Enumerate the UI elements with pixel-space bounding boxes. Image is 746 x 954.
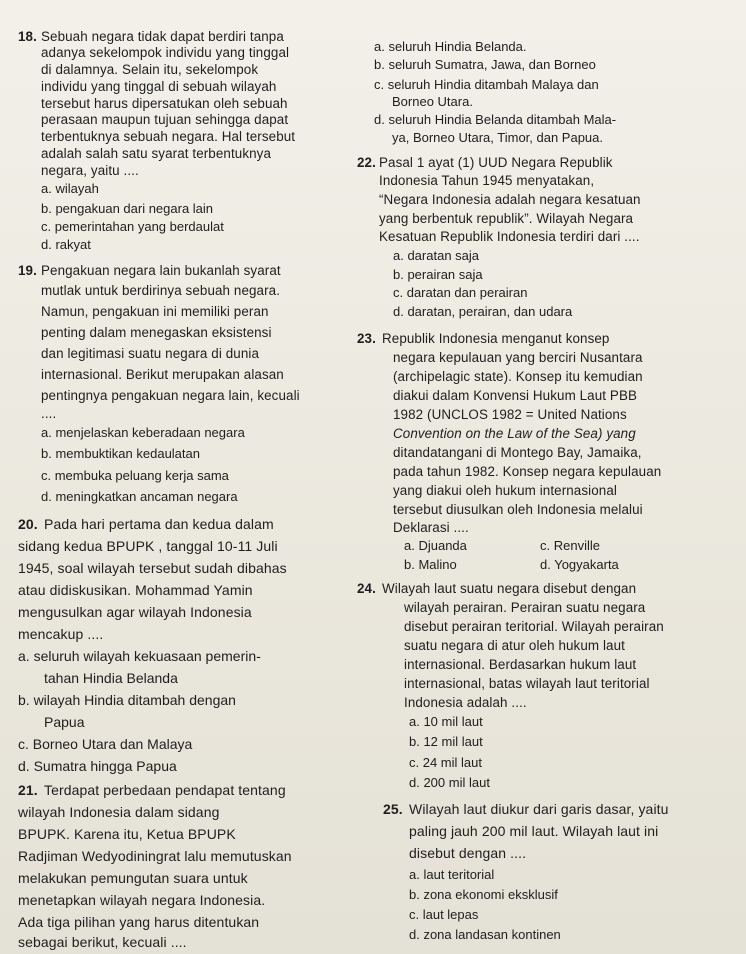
q22-line: Pasal 1 ayat (1) UUD Negara Republik [379, 155, 613, 170]
q25-line: Wilayah laut diukur dari garis dasar, yaitu [409, 801, 669, 817]
q25-option-a[interactable]: a. laut teritorial [409, 867, 495, 882]
q20-option-b-cont: Papua [44, 714, 85, 730]
q23-number: 23. [357, 331, 376, 346]
q20-option-d[interactable]: d. Sumatra hingga Papua [18, 758, 177, 774]
q18-line: Sebuah negara tidak dapat berdiri tanpa [41, 29, 284, 44]
q23-line: negara kepulauan yang berciri Nusantara [393, 350, 643, 365]
q25-line: paling jauh 200 mil laut. Wilayah laut ini [409, 823, 659, 839]
q23-line: yang diakui oleh hukum internasional [393, 483, 617, 498]
q25-number: 25. [383, 801, 403, 817]
q19-line: Namun, pengakuan ini memiliki peran [41, 304, 269, 319]
q21-option-d-cont: ya, Borneo Utara, Timor, dan Papua. [392, 130, 604, 145]
q21-option-b[interactable]: b. seluruh Sumatra, Jawa, dan Borneo [374, 57, 596, 72]
q18-option-d[interactable]: d. rakyat [41, 237, 91, 252]
q24-option-d[interactable]: d. 200 mil laut [409, 775, 490, 790]
q24-line: Wilayah laut suatu negara disebut dengan [382, 581, 637, 596]
q19-option-d[interactable]: d. meningkatkan ancaman negara [41, 489, 238, 504]
q23-option-a[interactable]: a. Djuanda [404, 538, 467, 553]
q24-line: Indonesia adalah .... [404, 695, 527, 710]
q18-line: individu yang tinggal di sebuah wilayah [41, 79, 277, 94]
q21-line: BPUPK. Karena itu, Ketua BPUPK [18, 826, 236, 842]
q24-option-c[interactable]: c. 24 mil laut [409, 755, 482, 770]
q21-option-d[interactable]: d. seluruh Hindia Belanda ditambah Mala- [374, 112, 617, 127]
q19-line: Pengakuan negara lain bukanlah syarat [41, 263, 281, 278]
q24-line: disebut perairan teritorial. Wilayah perairan [404, 619, 664, 634]
q20-option-c[interactable]: c. Borneo Utara dan Malaya [18, 736, 193, 752]
q22-option-a[interactable]: a. daratan saja [393, 248, 480, 263]
q20-line: atau didiskusikan. Mohammad Yamin [18, 582, 253, 598]
q24-option-a[interactable]: a. 10 mil laut [409, 714, 483, 729]
q24-line: internasional. Berdasarkan hukum laut [404, 657, 637, 672]
q18-line: di dalamnya. Selain itu, sekelompok [41, 62, 259, 77]
q21-option-c-cont: Borneo Utara. [392, 94, 473, 109]
q19-line: dan legitimasi suatu negara di dunia [41, 346, 259, 361]
q25-line: disebut dengan .... [409, 845, 527, 861]
q21-number: 21. [18, 782, 38, 798]
q21-line: Ada tiga pilihan yang harus ditentukan [18, 914, 260, 930]
q23-option-d[interactable]: d. Yogyakarta [540, 557, 619, 572]
q18-line: tersebut harus dipersatukan oleh sebuah [41, 96, 288, 111]
q22-line: yang berbentuk republik”. Wilayah Negara [379, 211, 634, 226]
q24-number: 24. [357, 581, 376, 596]
q21-line: menetapkan wilayah negara Indonesia. [18, 892, 266, 908]
q18-line: negara, yaitu .... [41, 163, 139, 178]
q19-line: pentingnya pengakuan negara lain, kecuali [41, 388, 300, 403]
q20-option-a-cont: tahan Hindia Belanda [44, 670, 178, 686]
q18-line: terbentuknya sebuah negara. Hal tersebut [41, 129, 296, 144]
q20-line: sidang kedua BPUPK , tanggal 10-11 Juli [18, 538, 278, 554]
q23-line: Convention on the Law of the Sea) yang [393, 426, 636, 441]
q19-line: .... [41, 406, 57, 421]
q21-option-a[interactable]: a. seluruh Hindia Belanda. [374, 39, 527, 54]
q24-line: suatu negara di atur oleh hukum laut [404, 638, 625, 653]
q24-line: internasional, batas wilayah laut teritorial [404, 676, 650, 691]
q23-line: Deklarasi .... [393, 520, 469, 535]
q23-option-b[interactable]: b. Malino [404, 557, 457, 572]
q25-option-c[interactable]: c. laut lepas [409, 907, 479, 922]
q22-option-b[interactable]: b. perairan saja [393, 267, 483, 282]
q21-line: Radjiman Wedyodiningrat lalu memutuskan [18, 848, 292, 864]
q19-line: internasional. Berikut merupakan alasan [41, 367, 284, 382]
q25-option-b[interactable]: b. zona ekonomi eksklusif [409, 887, 558, 902]
q19-option-a[interactable]: a. menjelaskan keberadaan negara [41, 425, 245, 440]
q19-option-c[interactable]: c. membuka peluang kerja sama [41, 468, 229, 483]
q20-option-a[interactable]: a. seluruh wilayah kekuasaan pemerin- [18, 648, 261, 664]
q19-number: 19. [18, 263, 37, 278]
q20-option-b[interactable]: b. wilayah Hindia ditambah dengan [18, 692, 236, 708]
q23-line: diakui dalam Konvensi Hukum Laut PBB [393, 388, 638, 403]
q23-line: tersebut diusulkan oleh Indonesia melalui [393, 502, 643, 517]
q18-number: 18. [18, 29, 37, 44]
q22-option-d[interactable]: d. daratan, perairan, dan udara [393, 304, 573, 319]
q24-line: wilayah perairan. Perairan suatu negara [404, 600, 646, 615]
q22-number: 22. [357, 155, 376, 170]
q21-line: Terdapat perbedaan pendapat tentang [44, 782, 286, 798]
q22-option-c[interactable]: c. daratan dan perairan [393, 285, 528, 300]
q23-line: (archipelagic state). Konsep itu kemudian [393, 369, 643, 384]
q23-line: ditandatangani di Montego Bay, Jamaika, [393, 445, 642, 460]
q21-option-c[interactable]: c. seluruh Hindia ditambah Malaya dan [374, 77, 599, 92]
q21-line: melakukan pemungutan suara untuk [18, 870, 248, 886]
q18-line: adanya sekelompok individu yang tinggal [41, 45, 290, 60]
q20-line: 1945, soal wilayah tersebut sudah dibahas [18, 560, 287, 576]
q20-line: Pada hari pertama dan kedua dalam [44, 516, 274, 532]
q21-line: sebagai berikut, kecuali .... [18, 934, 187, 950]
q21-line: wilayah Indonesia dalam sidang [18, 804, 220, 820]
q20-line: mencakup .... [18, 626, 104, 642]
q22-line: Indonesia Tahun 1945 menyatakan, [379, 173, 595, 188]
q19-line: mutlak untuk berdirinya sebuah negara. [41, 283, 281, 298]
q18-option-c[interactable]: c. pemerintahan yang berdaulat [41, 219, 224, 234]
q23-option-c[interactable]: c. Renville [540, 538, 600, 553]
q20-number: 20. [18, 516, 38, 532]
q24-option-b[interactable]: b. 12 mil laut [409, 734, 483, 749]
q23-line: pada tahun 1982. Konsep negara kepulauan [393, 464, 662, 479]
q18-line: adalah salah satu syarat terbentuknya [41, 146, 272, 161]
q23-line: 1982 (UNCLOS 1982 = United Nations [393, 407, 627, 422]
q19-option-b[interactable]: b. membuktikan kedaulatan [41, 446, 200, 461]
q22-line: “Negara Indonesia adalah negara kesatuan [379, 192, 641, 207]
q23-line: Republik Indonesia menganut konsep [382, 331, 610, 346]
q18-option-b[interactable]: b. pengakuan dari negara lain [41, 201, 214, 216]
q22-line: Kesatuan Republik Indonesia terdiri dari .... [379, 229, 640, 244]
q25-option-d[interactable]: d. zona landasan kontinen [409, 927, 561, 942]
q18-line: perasaan maupun tujuan sehingga dapat [41, 112, 289, 127]
q19-line: penting dalam menegaskan eksistensi [41, 325, 272, 340]
q18-option-a[interactable]: a. wilayah [41, 181, 99, 196]
q20-line: mengusulkan agar wilayah Indonesia [18, 604, 252, 620]
